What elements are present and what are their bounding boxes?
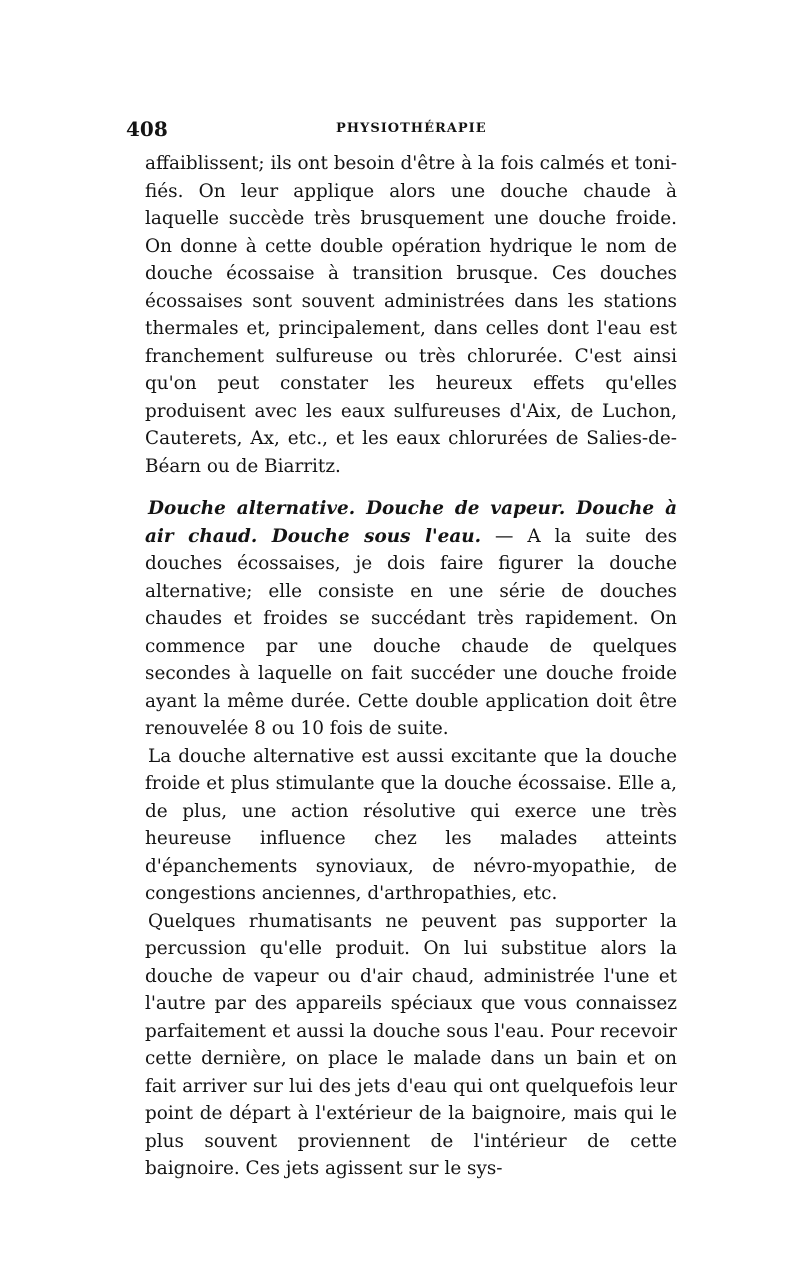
page-header bbox=[126, 117, 676, 147]
running-title: PHYSIOTHÉRAPIE bbox=[336, 121, 487, 136]
section-heading: Douche alternative. Douche de vapeur. Douche à air chaud. Douche sous l'eau. bbox=[145, 498, 677, 547]
section-paragraph-text: — A la suite des douches écossaises, je dois faire figurer la douche alternative; elle consiste en une série de douches chaudes et froides se succédant très rapidement. On commence par une douche chaude de quelques secondes à laquelle on fait succéder une douche froide ayant la même durée. Cette double application doit être renouvelée 8 ou 10 fois de suite. bbox=[145, 525, 678, 739]
body-text bbox=[145, 150, 677, 1183]
page-number: 408 bbox=[126, 117, 168, 141]
paragraph-continued: affaiblissent; ils ont besoin d'être à la fois calmés et toni-fiés. On leur applique alors une douche chaude à laquelle succède très brusquement une douche froide. On donne à cette double opération hydrique le nom de douche écossaise à transition brusque. Ces douches écossaises sont souvent administrées dans les stations thermales et, principalement, dans celles dont l'eau est franchement sulfureuse ou très chlorurée. C'est ainsi qu'on peut constater les heureux effets qu'elles produisent avec les eaux sulfureuses d'Aix, de Luchon, Cauterets, Ax, etc., et les eaux chlorurées de Salies-de-Béarn ou de Biarritz. bbox=[145, 153, 677, 477]
paragraph-alternative-effects: La douche alternative est aussi excitante que la douche froide et plus stimulante que la douche écossaise. Elle a, de plus, une action résolutive qui exerce une très heureuse influence chez les malades atteints d'épanchements synoviaux, de névro-myopathie, de congestions anciennes, d'arthropathies, etc. bbox=[145, 745, 677, 904]
section-paragraph bbox=[145, 495, 677, 743]
paragraph-rheumatism: Quelques rhumatisants ne peuvent pas supporter la percussion qu'elle produit. On lui substitue alors la douche de vapeur ou d'air chaud, administrée l'une et l'autre par des appareils spéciaux que vous connaissez parfaitement et aussi la douche sous l'eau. Pour recevoir cette dernière, on place le malade dans un bain et on fait arriver sur lui des jets d'eau qui ont quelquefois leur point de départ à l'extérieur de la baignoire, mais qui le plus souvent proviennent de l'intérieur de cette baignoire. Ces jets agissent sur le sys- bbox=[145, 910, 677, 1179]
